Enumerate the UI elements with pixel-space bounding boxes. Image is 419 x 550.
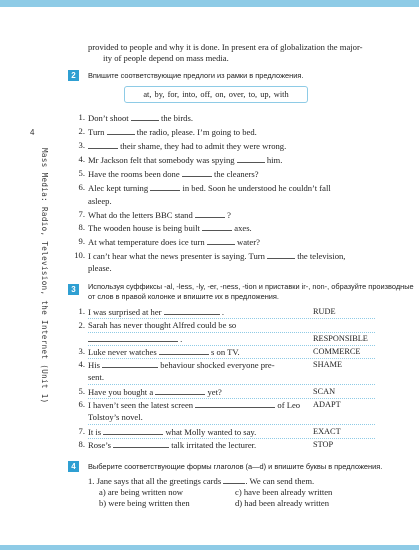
- ex3-item-text-a: Luke never watches: [88, 347, 157, 357]
- ex3-item: [88, 372, 104, 383]
- ex3-item-text-b: yet?: [207, 387, 222, 397]
- ex3-item-number: 4.: [78, 359, 85, 369]
- ex2-item: [88, 126, 257, 138]
- exercise-4-badge: 4: [68, 461, 79, 472]
- answer-blank[interactable]: [195, 209, 225, 218]
- answer-blank[interactable]: [88, 333, 178, 342]
- ex2-item-text-b: in bed. Soon he understood he couldn’t fall: [182, 183, 331, 193]
- ex2-item-text-a: please.: [88, 263, 112, 273]
- stem-word: COMMERCE: [313, 347, 361, 356]
- ex3-item-text-b: of Leo: [277, 400, 301, 410]
- exercise-4-instruction: Выберите соответствующие формы глаголов (a—d) и впишите буквы в предложения.: [88, 462, 383, 471]
- answer-blank[interactable]: [150, 182, 180, 191]
- ex2-item-number: 3.: [78, 140, 85, 150]
- ex2-item-text-a: The wooden house is being built: [88, 223, 200, 233]
- ex3-item: [88, 320, 236, 331]
- ex2-item-text-a: I can’t hear what the news presenter is saying. Turn: [88, 251, 265, 261]
- answer-blank[interactable]: [155, 386, 205, 395]
- ex2-item-text-a: asleep.: [88, 196, 112, 206]
- ex2-item-number: 4.: [78, 154, 85, 164]
- intro-line-2: ity of people depend on mass media.: [103, 53, 229, 63]
- ex2-item: [88, 112, 193, 124]
- ex3-item-number: 8.: [78, 439, 85, 449]
- row-divider: [88, 424, 375, 425]
- ex2-item-text-b: their shame, they had to admit they were wrong.: [120, 141, 287, 151]
- exercise-2-instruction: Впишите соответствующие предлоги из рамки в предложения.: [88, 71, 304, 80]
- ex3-item-text-b: .: [221, 307, 224, 317]
- ex3-item: [88, 306, 224, 318]
- answer-blank[interactable]: [207, 236, 235, 245]
- ex3-item-text-a: His: [88, 360, 100, 370]
- ex2-item: [88, 140, 286, 152]
- answer-blank[interactable]: [202, 222, 232, 231]
- ex3-item-text-b: talk irritated the lecturer.: [171, 440, 257, 450]
- ex3-item-text-a: Have you bought a: [88, 387, 154, 397]
- ex2-item-text-b: the cleaners?: [213, 169, 259, 179]
- answer-blank[interactable]: [182, 168, 212, 177]
- ex3-item-text-b: behaviour shocked everyone pre-: [160, 360, 275, 370]
- option-b: b) were being written then: [99, 498, 190, 508]
- ex2-item-text-b: him.: [266, 155, 283, 165]
- ex3-item: [88, 412, 143, 423]
- stem-word: STOP: [313, 440, 334, 449]
- exercise-3-badge: 3: [68, 284, 79, 295]
- answer-blank[interactable]: [237, 154, 265, 163]
- answer-blank[interactable]: [103, 426, 163, 435]
- intro-line-1: provided to people and why it is done. In present era of globalization the major-: [88, 42, 363, 52]
- ex2-item-number: 5.: [78, 168, 85, 178]
- ex2-item: [88, 196, 112, 207]
- ex2-item-number: 10.: [74, 250, 85, 260]
- ex2-item-number: 7.: [78, 209, 85, 219]
- ex4-item-1: [88, 475, 314, 487]
- answer-blank[interactable]: [195, 399, 275, 408]
- row-divider: [88, 318, 375, 319]
- ex2-item-number: 8.: [78, 222, 85, 232]
- answer-blank[interactable]: [88, 140, 118, 149]
- stem-word: SHAME: [313, 360, 343, 369]
- ex2-item: [88, 154, 282, 166]
- ex3-item-text-a: I haven’t seen the latest screen: [88, 400, 194, 410]
- ex2-item-number: 6.: [78, 182, 85, 192]
- top-color-bar: [0, 0, 419, 7]
- ex3-item: [88, 346, 240, 358]
- option-a: a) are being written now: [99, 487, 183, 497]
- ex2-item-number: 9.: [78, 236, 85, 246]
- ex2-item: [88, 209, 231, 221]
- answer-blank[interactable]: [131, 112, 159, 121]
- ex3-item-text-a: sent.: [88, 372, 104, 382]
- ex3-item-text-a: I was surprised at her: [88, 307, 162, 317]
- ex3-item-text-a: Sarah has never thought Alfred could be so: [88, 320, 237, 330]
- answer-blank[interactable]: [164, 306, 220, 315]
- ex2-item-text-a: Turn: [88, 127, 105, 137]
- ex3-item-text-a: It is: [88, 427, 102, 437]
- ex3-item: [88, 399, 300, 411]
- ex3-item: [88, 439, 256, 451]
- ex3-item-text-a: Tolstoy’s novel.: [88, 412, 143, 422]
- ex3-item-number: 1.: [78, 306, 85, 316]
- ex2-item-text-b: axes.: [234, 223, 252, 233]
- ex2-item-text-a: Don’t shoot: [88, 113, 129, 123]
- ex3-item-text-b: .: [180, 334, 183, 344]
- option-d: d) had been already written: [235, 498, 330, 508]
- stem-word: EXACT: [313, 427, 341, 436]
- ex2-item-text-a: Alec kept turning: [88, 183, 149, 193]
- stem-word: ADAPT: [313, 400, 341, 409]
- ex3-item-text-b: s on TV.: [211, 347, 240, 357]
- ex2-item-text-b: water?: [237, 237, 260, 247]
- ex3-item-number: 7.: [78, 426, 85, 436]
- preposition-box: at, by, for, into, off, on, over, to, up, with: [124, 86, 308, 103]
- answer-blank[interactable]: [107, 126, 135, 135]
- ex2-item: [88, 222, 252, 234]
- ex3-item-number: 2.: [78, 320, 85, 330]
- ex2-item-text-a: Have the rooms been done: [88, 169, 180, 179]
- ex2-item: [88, 250, 345, 262]
- ex3-item-text-b: what Molly wanted to say.: [165, 427, 257, 437]
- ex2-item-text-b: the radio, please. I’m going to bed.: [136, 127, 257, 137]
- ex2-item-text-b: the television,: [297, 251, 346, 261]
- ex3-item: [88, 426, 256, 438]
- ex2-item-text-b: the birds.: [160, 113, 193, 123]
- ex3-item-text-a: Rose’s: [88, 440, 111, 450]
- side-running-title: Mass Media: Radio, Television, the Internet (Unit 1): [40, 148, 49, 404]
- ex2-item-text-a: At what temperature does ice turn: [88, 237, 205, 247]
- exercise-2-badge: 2: [68, 70, 79, 81]
- ex4-item-1-text-b: . We can send them.: [245, 476, 315, 486]
- stem-word: SCAN: [313, 387, 336, 396]
- answer-blank[interactable]: [102, 359, 158, 368]
- ex2-item-text-a: What do the letters BBC stand: [88, 210, 193, 220]
- ex4-item-1-text-a: 1. Jane says that all the greetings cards: [88, 476, 222, 486]
- ex3-item-number: 3.: [78, 346, 85, 356]
- ex2-item-text-a: Mr Jackson felt that somebody was spying: [88, 155, 235, 165]
- option-c: c) have been already written: [235, 487, 333, 497]
- exercise-3-instruction-line-2: от слов в правой колонке и впишите их в предложения.: [88, 292, 279, 301]
- answer-blank[interactable]: [159, 346, 209, 355]
- ex3-item: [88, 386, 222, 398]
- ex2-item: [88, 263, 112, 274]
- ex2-item: [88, 168, 259, 180]
- ex2-item-number: 1.: [78, 112, 85, 122]
- ex2-item: [88, 236, 260, 248]
- ex3-item-number: 5.: [78, 386, 85, 396]
- answer-blank[interactable]: [267, 250, 295, 259]
- ex3-item: [88, 359, 275, 371]
- ex2-item-number: 2.: [78, 126, 85, 136]
- stem-word: RESPONSIBLE: [313, 334, 368, 343]
- ex3-item: [88, 333, 182, 345]
- answer-blank[interactable]: [223, 475, 245, 484]
- ex3-item-number: 6.: [78, 399, 85, 409]
- ex2-item: [88, 182, 331, 194]
- stem-word: RUDE: [313, 307, 336, 316]
- exercise-3-instruction-line-1: Используя суффиксы -al, -less, -ly, -er, -ness, -tion и приставки ir-, non-, образуйте производные: [88, 282, 414, 291]
- page-number: 4: [30, 128, 35, 137]
- ex2-item-text-b: ?: [227, 210, 231, 220]
- answer-blank[interactable]: [113, 439, 169, 448]
- row-divider: [88, 384, 375, 385]
- bottom-color-bar: [0, 545, 419, 550]
